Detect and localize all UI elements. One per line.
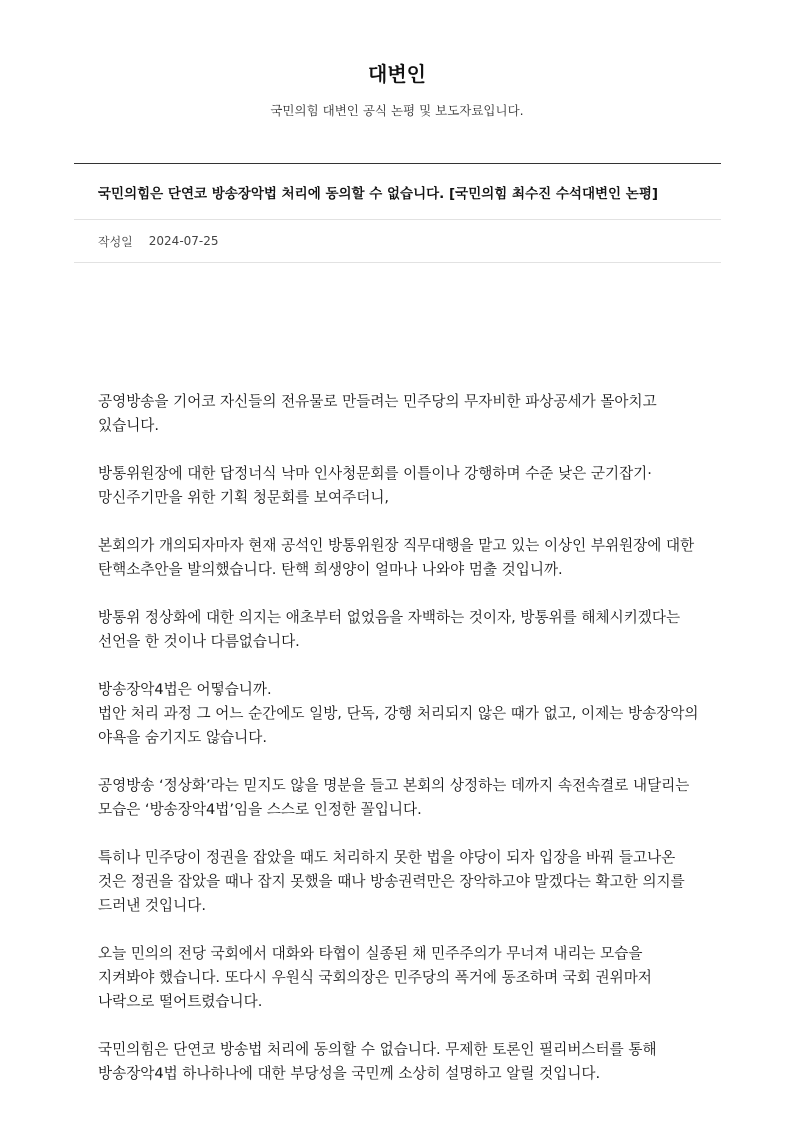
page-subtitle: 국민의힘 대변인 공식 논평 및 보도자료입니다.: [270, 103, 524, 118]
paragraph-line: 방통위 정상화에 대한 의지는 애초부터 없었음을 자백하는 것이자, 방통위를 해체시키겠다는 선언을 한 것이나 다름없습니다.: [98, 609, 681, 650]
paragraph: [98, 390, 702, 438]
paragraph: [98, 534, 702, 582]
paragraph: [98, 462, 702, 510]
paragraph-line: 본회의가 개의되자마자 현재 공석인 방통위원장 직무대행을 맡고 있는 이상인 부위원장에 대한 탄핵소추안을 발의했습니다. 탄핵 희생양이 얼마나 나와야 멈출 것입니까.: [98, 537, 695, 578]
article-title-row: [74, 164, 721, 220]
paragraph-line: 공영방송을 기어코 자신들의 전유물로 만들려는 민주당의 무자비한 파상공세가 몰아치고 있습니다.: [98, 393, 657, 434]
paragraph: [98, 678, 702, 750]
paragraph-line: 방통위원장에 대한 답정너식 낙마 인사청문회를 이틀이나 강행하며 수준 낮은 군기잡기·망신주기만을 위한 기획 청문회를 보여주더니,: [98, 465, 652, 506]
date-label: 작성일: [98, 234, 133, 249]
paragraph: [98, 1038, 702, 1086]
article-body: [98, 390, 702, 1086]
paragraph: [98, 846, 702, 918]
paragraph-line: 방송장악4법은 어떻습니까.: [98, 681, 272, 698]
site-header: [0, 60, 794, 120]
paragraph-line: 국민의힘은 단연코 방송법 처리에 동의할 수 없습니다. 무제한 토론인 필리버스터를 통해 방송장악4법 하나하나에 대한 부당성을 국민께 소상히 설명하고 알릴 것입니다.: [98, 1041, 657, 1082]
paragraph: [98, 942, 702, 1014]
article-meta: [74, 220, 721, 263]
date-value: 2024-07-25: [148, 234, 219, 248]
article-header: [74, 163, 721, 263]
paragraph: [98, 774, 702, 822]
page-title: 대변인: [368, 62, 426, 86]
paragraph-line: 오늘 민의의 전당 국회에서 대화와 타협이 실종된 채 민주주의가 무너져 내리는 모습을 지켜봐야 했습니다. 또다시 우원식 국회의장은 민주당의 폭거에 동조하며 국회 권위마저 나락으로 떨어트렸습니다.: [98, 945, 652, 1010]
paragraph: [98, 606, 702, 654]
article-title: 국민의힘은 단연코 방송장악법 처리에 동의할 수 없습니다. [국민의힘 최수진 수석대변인 논평]: [98, 185, 659, 202]
paragraph-line: 특히나 민주당이 정권을 잡았을 때도 처리하지 못한 법을 야당이 되자 입장을 바꿔 들고나온 것은 정권을 잡았을 때나 잡지 못했을 때나 방송권력만은 장악하고야 말겠다는 확고한 의지를 드러낸 것입니다.: [98, 849, 685, 914]
paragraph-line: 법안 처리 과정 그 어느 순간에도 일방, 단독, 강행 처리되지 않은 때가 없고, 이제는 방송장악의 야욕을 숨기지도 않습니다.: [98, 705, 699, 746]
paragraph-line: 공영방송 ‘정상화’라는 믿지도 않을 명분을 들고 본회의 상정하는 데까지 속전속결로 내달리는 모습은 ‘방송장악4법’임을 스스로 인정한 꼴입니다.: [98, 777, 690, 818]
